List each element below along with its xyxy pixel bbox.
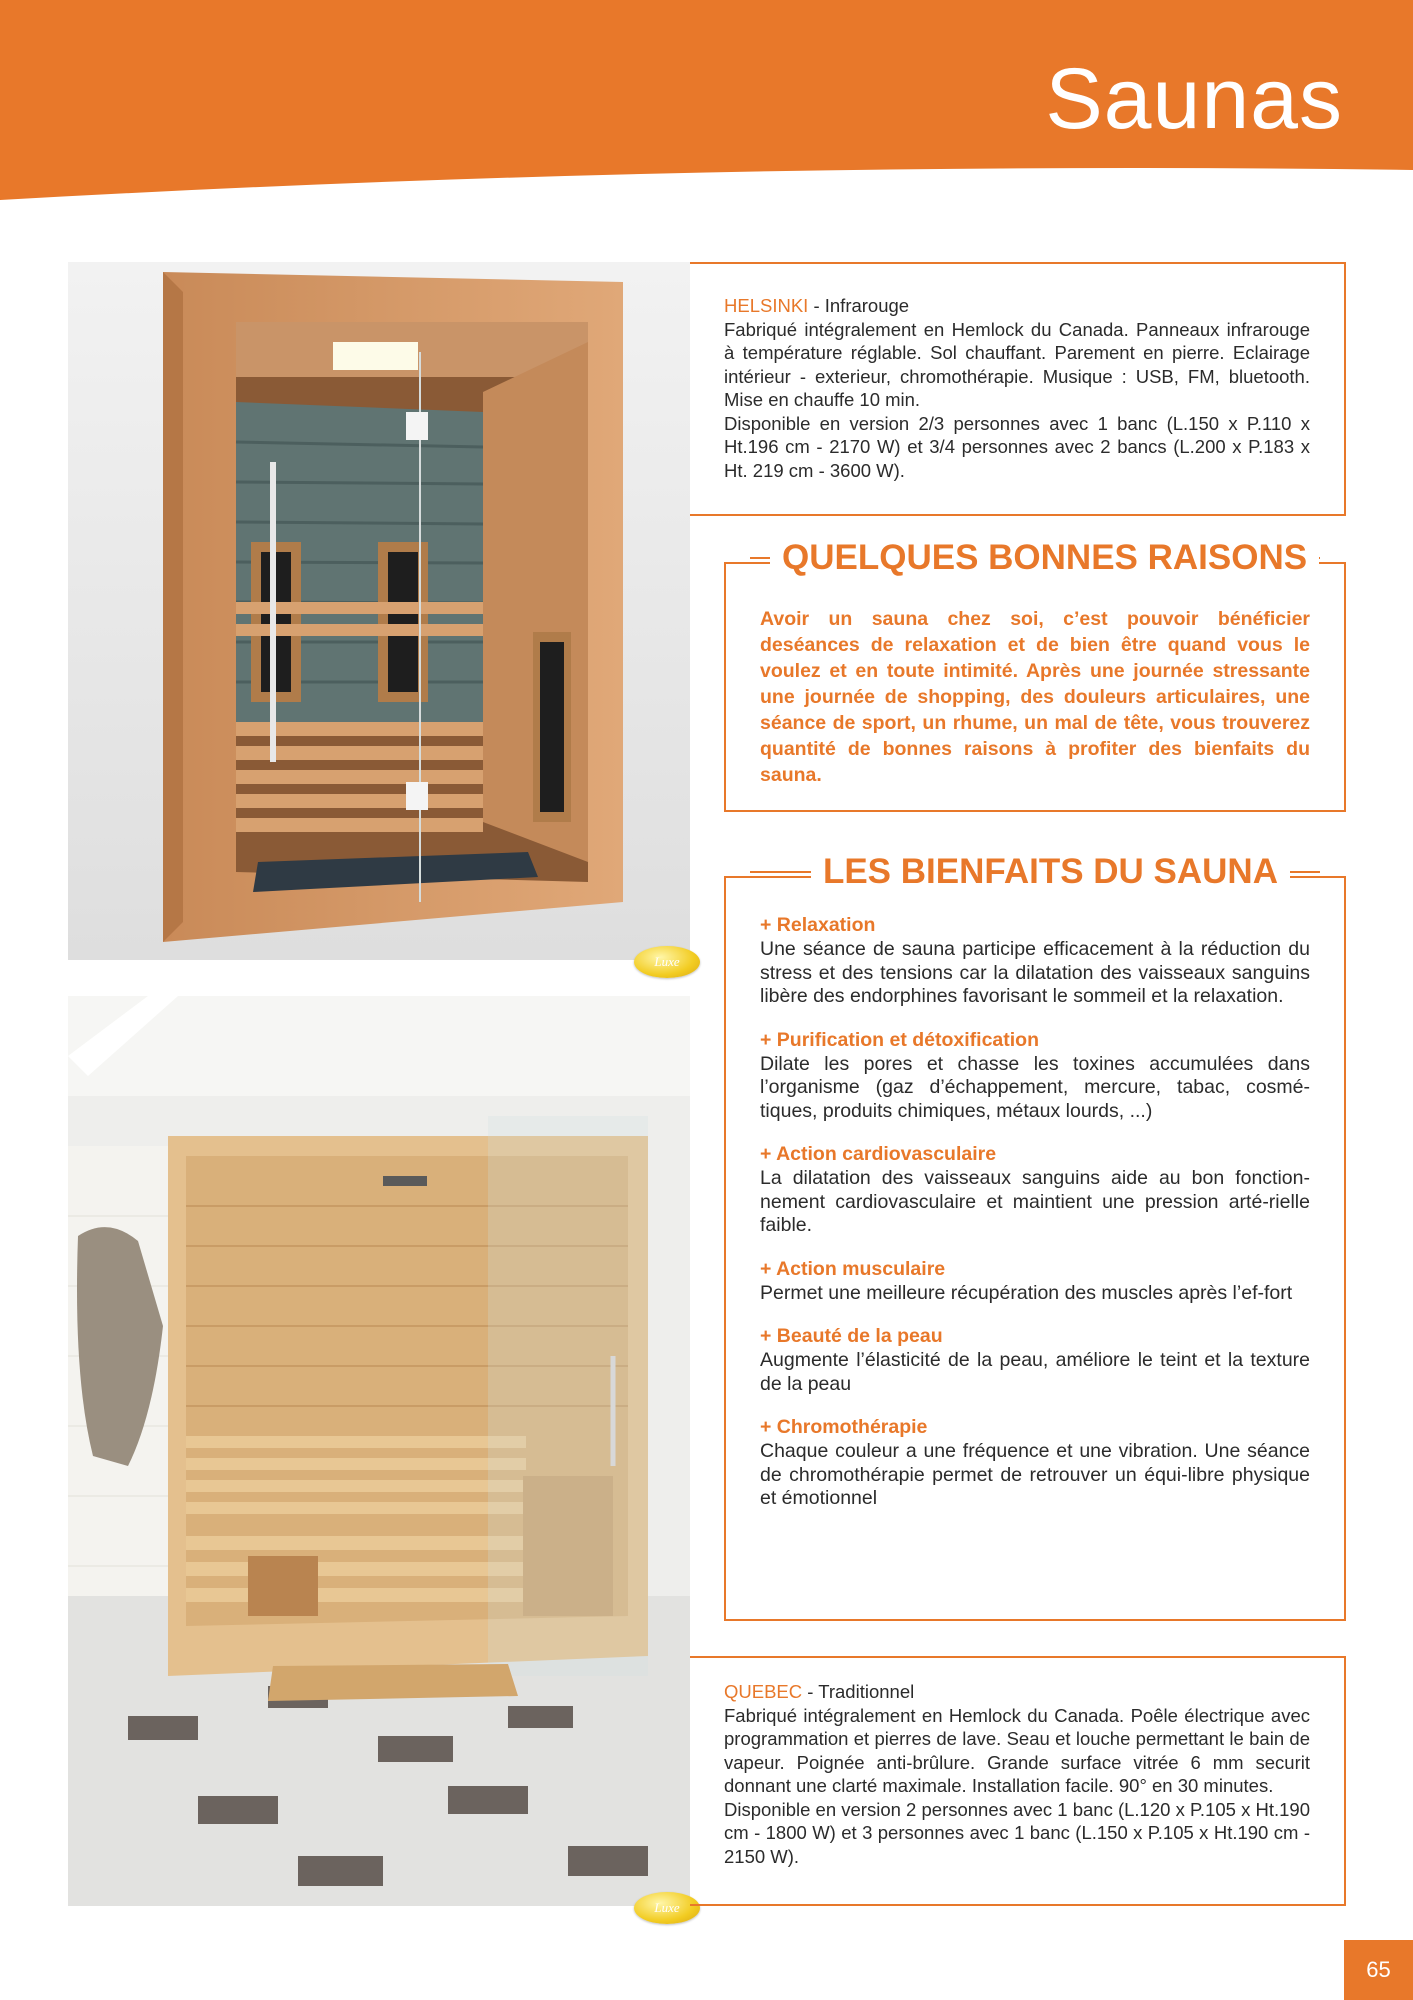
reasons-box — [724, 538, 1346, 812]
benefit-title: + Action cardiovasculaire — [760, 1143, 997, 1165]
benefit-text: Augmente l’élasticité de la peau, améliore le teint et la texture de la peau — [760, 1349, 1310, 1395]
reasons-heading — [750, 538, 1320, 578]
helsinki-luxe-badge: Luxe — [634, 946, 700, 978]
benefits-heading — [750, 852, 1320, 892]
benefit-text: La dilatation des vaisseaux sanguins aide au bon fonction-nement cardiovasculaire et maintient une pression arté-rielle faible. — [760, 1167, 1310, 1236]
helsinki-description: Fabriqué intégralement en Hemlock du Canada. Panneaux infrarouge à température réglable. Sol chauffant. Parement en pierre. Eclairage intérieur - exterieur, chromothérapie. Musique : USB, FM, bluetooth. Mise en chauffe 10 min. — [724, 318, 1310, 410]
quebec-availability: Disponible en version 2 personnes avec 1 banc (L.120 x P.105 x Ht.190 cm - 1800 W) et 3 personnes avec 1 banc (L.150 x P.105 x Ht.190 cm - 2150 W). — [724, 1798, 1310, 1867]
helsinki-title-line — [724, 294, 1310, 318]
heading-rule-left — [750, 871, 811, 873]
quebec-description-box — [690, 1656, 1346, 1906]
benefit-text: Chaque couleur a une fréquence et une vibration. Une séance de chromothérapie permet de retrouver un équi-libre physique et émotionnel — [760, 1440, 1310, 1509]
reasons-title: QUELQUES BONNES RAISONS — [770, 538, 1319, 578]
infrared-sauna-cabin-icon — [68, 262, 690, 960]
benefit-title: + Chromothérapie — [760, 1416, 928, 1438]
benefit-text: Dilate les pores et chasse les toxines accumulées dans l’organisme (gaz d’échappement, mercure, tabac, cosmé-tiques, produits chimiques, métaux lourds, ...) — [760, 1052, 1310, 1122]
benefits-box — [724, 852, 1346, 1621]
helsinki-description-box — [690, 262, 1346, 516]
traditional-sauna-cabin-icon — [68, 996, 690, 1906]
benefit-text: Une séance de sauna participe efficacement à la réduction du stress et des tensions car la dilatation des vaisseaux sanguins libère des endorphines favorisant le sommeil et la relaxation. — [760, 938, 1310, 1007]
benefits-title: LES BIENFAITS DU SAUNA — [811, 852, 1290, 892]
benefit-item — [760, 1141, 1310, 1238]
helsinki-availability: Disponible en version 2/3 personnes avec 1 banc (L.150 x P.110 x Ht.196 cm - 2170 W) et 3/4 personnes avec 2 bancs (L.200 x P.183 x Ht. 219 cm - 3600 W). — [724, 412, 1310, 481]
quebec-name: QUEBEC — [724, 1681, 803, 1702]
helsinki-name: HELSINKI — [724, 295, 809, 316]
benefit-title: + Purification et détoxification — [760, 1028, 1039, 1051]
benefit-item — [760, 1323, 1310, 1396]
quebec-luxe-badge: Luxe — [634, 1892, 700, 1924]
reasons-text: Avoir un sauna chez soi, c’est pouvoir bénéficier deséances de relaxation et de bien être quand vous le voulez et en toute intimité. Après une journée stressante une journée de shopping, des douleurs articulaires, une séance de sport, un rhume, un mal de tête, vous trouverez quantité de bonnes raisons à profiter des bienfaits du sauna. — [760, 608, 1310, 786]
quebec-title-line — [724, 1680, 1310, 1704]
page-header — [0, 0, 1413, 200]
quebec-description: Fabriqué intégralement en Hemlock du Canada. Poêle électrique avec programmation et pierres de lave. Seau et louche permettant le bain de vapeur. Poignée anti-brûlure. Grande surface vitrée 6 mm securit donnant une clarté maximale. Installation facile. 90° en 30 minutes. — [724, 1704, 1310, 1796]
page-title: Saunas — [1045, 51, 1343, 147]
benefit-title: + Action musculaire — [760, 1257, 946, 1280]
benefit-item — [760, 912, 1310, 1009]
benefit-title: + Beauté de la peau — [760, 1325, 943, 1347]
benefit-item — [760, 1027, 1310, 1124]
benefit-text: Permet une meilleure récupération des muscles après l’ef-fort — [760, 1281, 1293, 1304]
benefit-title: + Relaxation — [760, 914, 876, 936]
quebec-sauna-photo — [68, 996, 690, 1906]
benefits-list — [760, 878, 1310, 1511]
heading-rule-left — [750, 557, 770, 559]
helsinki-sauna-photo — [68, 262, 690, 960]
heading-rule-right — [1319, 557, 1320, 559]
quebec-type: - Traditionnel — [802, 1681, 915, 1702]
helsinki-type: - Infrarouge — [808, 295, 910, 316]
page-number: 65 — [1344, 1940, 1413, 2000]
benefit-item — [760, 1256, 1310, 1306]
heading-rule-right — [1290, 871, 1320, 873]
benefit-item — [760, 1414, 1310, 1511]
